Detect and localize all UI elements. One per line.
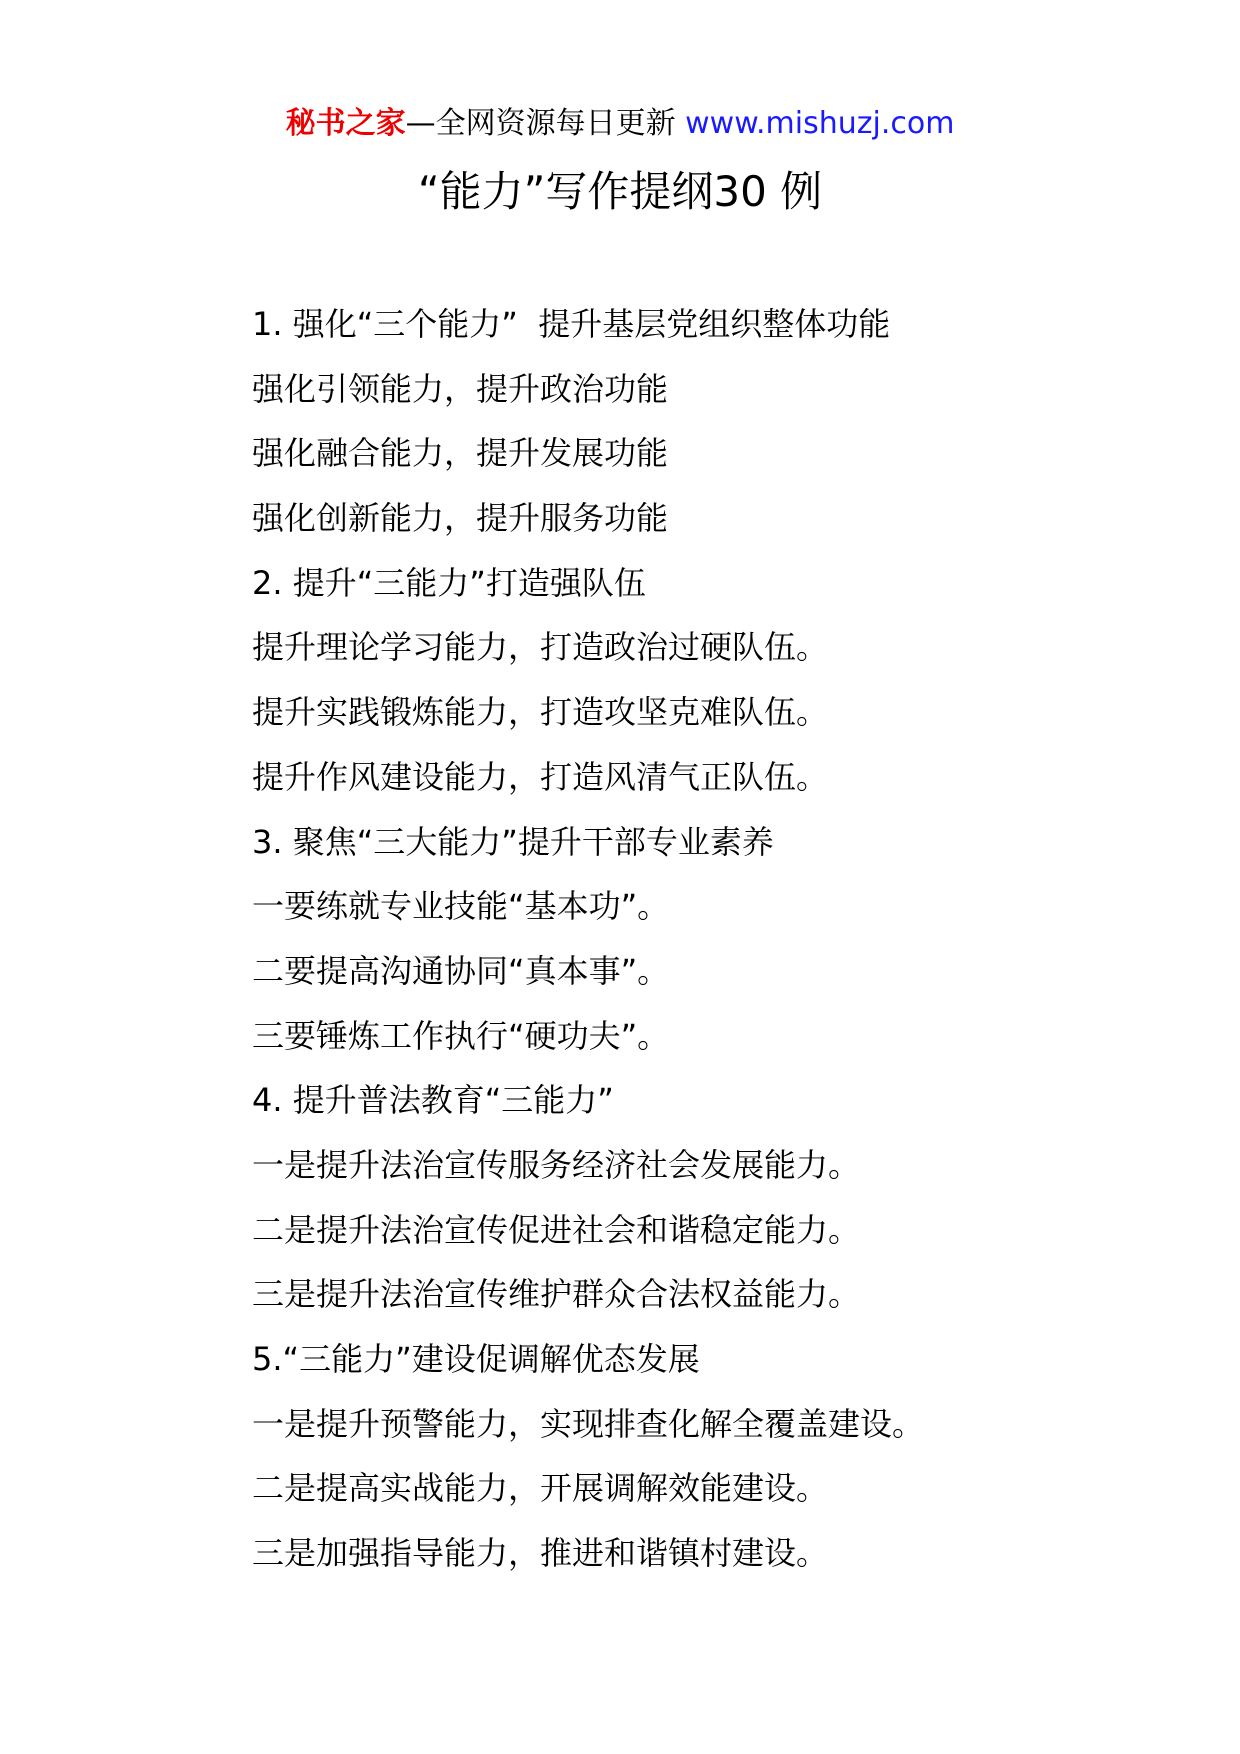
paragraph-line: 三要锤炼工作执行“硬功夫”。	[252, 1016, 670, 1055]
paragraph-line: 强化引领能力，提升政治功能	[252, 369, 669, 408]
paragraph-line: 三是提升法治宣传维护群众合法权益能力。	[252, 1275, 861, 1314]
paragraph-line: 二是提高实战能力，开展调解效能建设。	[252, 1469, 829, 1508]
header-tagline: —全网资源每日更新	[405, 106, 686, 141]
paragraph-line: 二是提升法治宣传促进社会和谐稳定能力。	[252, 1210, 861, 1249]
paragraph-line: 强化融合能力，提升发展功能	[252, 434, 669, 473]
paragraph-line: 提升理论学习能力，打造政治过硬队伍。	[252, 628, 829, 667]
section-heading-2: 2. 提升“三能力”打造强队伍	[252, 563, 646, 602]
paragraph-line: 提升实践锻炼能力，打造攻坚克难队伍。	[252, 693, 829, 732]
document-body	[252, 292, 1212, 1586]
section-heading-3: 3. 聚焦“三大能力”提升干部专业素养	[252, 822, 774, 861]
section-heading-1: 1. 强化“三个能力” 提升基层党组织整体功能	[252, 305, 891, 343]
site-url-link[interactable]: www.mishuzj.com	[685, 106, 955, 141]
paragraph-line: 一是提升法治宣传服务经济社会发展能力。	[252, 1145, 861, 1184]
section-heading-4: 4. 提升普法教育“三能力”	[252, 1081, 614, 1120]
document-title: “能力”写作提纲30 例	[417, 167, 823, 216]
site-header	[0, 98, 1240, 150]
paragraph-line: 强化创新能力，提升服务功能	[252, 499, 669, 538]
section-heading-5: 5.“三能力”建设促调解优态发展	[252, 1340, 700, 1378]
paragraph-line: 一要练就专业技能“基本功”。	[252, 887, 670, 926]
paragraph-line: 二要提高沟通协同“真本事”。	[252, 951, 670, 990]
paragraph-line: 一是提升预警能力，实现排查化解全覆盖建设。	[252, 1404, 925, 1443]
paragraph-line: 提升作风建设能力，打造风清气正队伍。	[252, 757, 829, 796]
paragraph-line: 三是加强指导能力，推进和谐镇村建设。	[252, 1534, 829, 1573]
brand-name: 秘书之家	[285, 106, 406, 141]
